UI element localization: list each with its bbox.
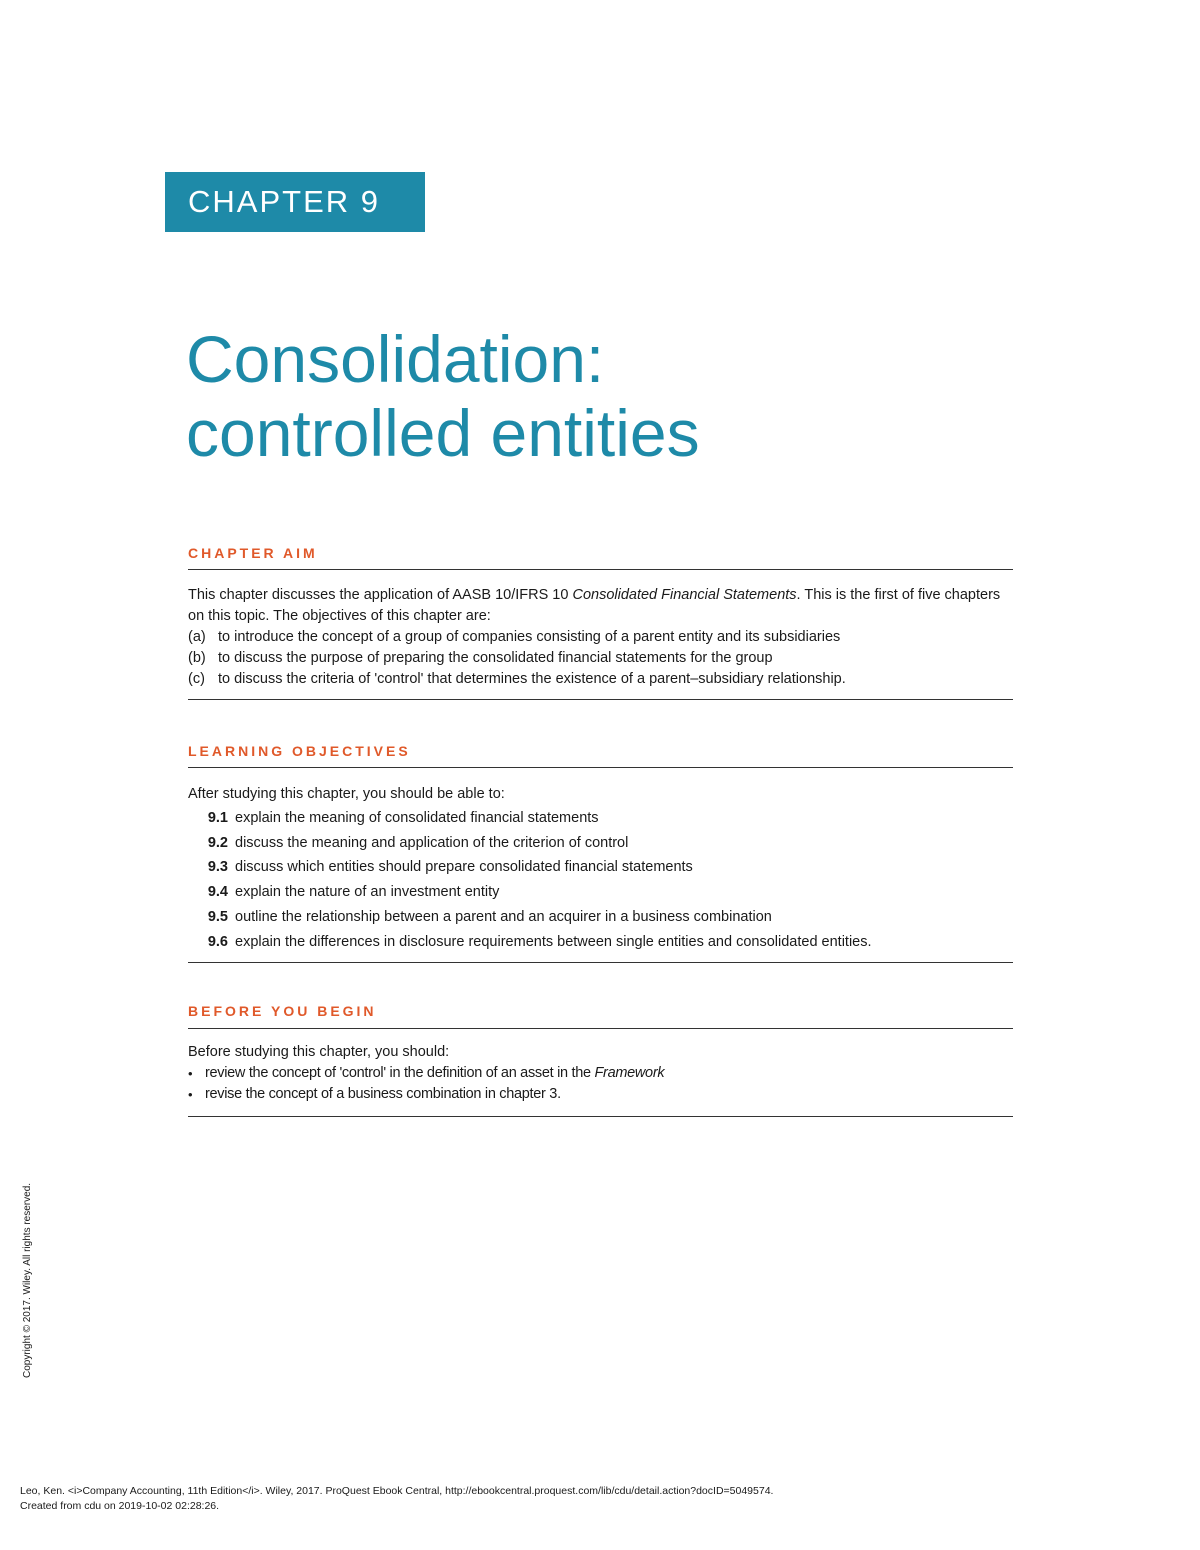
list-item-text-part1: review the concept of 'control' in the definition of an asset in the — [205, 1065, 595, 1081]
chapter-aim-intro-part1: This chapter discusses the application of AASB 10/IFRS 10 — [188, 587, 573, 603]
chapter-aim-section — [188, 544, 1013, 700]
list-item-text: to discuss the purpose of preparing the consolidated financial statements for the group — [218, 650, 773, 666]
footer-citation: Leo, Ken. <i>Company Accounting, 11th Edition</i>. Wiley, 2017. ProQuest Ebook Central, http://ebookcentral.proquest.com/lib/cdu/detail.action?docID=5049574. — [20, 1485, 774, 1497]
list-item-label: (c) — [188, 671, 205, 687]
list-item — [188, 669, 1013, 690]
chapter-aim-heading: CHAPTER AIM — [188, 545, 318, 561]
section-divider — [188, 767, 1013, 768]
objective-item — [188, 905, 1013, 930]
list-item — [188, 1063, 1013, 1084]
objective-number: 9.3 — [207, 859, 228, 876]
section-divider — [188, 569, 1013, 570]
section-divider — [188, 1028, 1013, 1029]
learning-objectives-section — [188, 742, 1013, 963]
objective-item — [188, 831, 1013, 856]
objective-text: discuss which entities should prepare consolidated financial statements — [235, 859, 693, 876]
chapter-title-line-1: Consolidation: — [186, 322, 605, 396]
objective-item — [188, 806, 1013, 831]
side-copyright: Copyright © 2017. Wiley. All rights reserved. — [22, 1182, 33, 1378]
list-item — [188, 1084, 1013, 1105]
list-item — [188, 648, 1013, 669]
objective-number: 9.5 — [207, 908, 228, 925]
section-divider — [188, 699, 1013, 700]
before-you-begin-intro: Before studying this chapter, you should: — [188, 1044, 450, 1060]
list-item-text: revise the concept of a business combination in chapter 3. — [205, 1086, 561, 1102]
learning-objectives-heading: LEARNING OBJECTIVES — [188, 743, 411, 759]
list-item-label: (a) — [188, 629, 206, 645]
objective-number: 9.4 — [207, 884, 228, 901]
objective-item — [188, 855, 1013, 880]
section-divider — [188, 962, 1013, 963]
before-you-begin-heading: BEFORE YOU BEGIN — [188, 1003, 377, 1019]
objective-number: 9.1 — [207, 810, 228, 826]
objective-text: outline the relationship between a parent and an acquirer in a business combination — [235, 908, 772, 925]
chapter-aim-intro — [188, 585, 1013, 627]
objective-text: explain the meaning of consolidated financial statements — [235, 810, 599, 826]
chapter-label — [165, 172, 425, 232]
footer — [20, 1484, 773, 1514]
list-item-label: (b) — [188, 650, 206, 666]
list-item-text: to introduce the concept of a group of companies consisting of a parent entity and its subsidiaries — [218, 629, 841, 645]
objective-text: explain the nature of an investment entity — [235, 884, 500, 901]
objective-number: 9.6 — [207, 933, 228, 950]
chapter-label-text: CHAPTER 9 — [188, 184, 380, 219]
list-item-text: to discuss the criteria of 'control' that determines the existence of a parent–subsidiary relationship. — [218, 671, 846, 687]
chapter-aim-intro-italic: Consolidated Financial Statements — [572, 587, 797, 603]
objective-text: explain the differences in disclosure requirements between single entities and consolidated entities. — [235, 933, 872, 950]
before-you-begin-section — [188, 1002, 1013, 1117]
list-item-text-italic: Framework — [594, 1065, 665, 1081]
footer-created: Created from cdu on 2019-10-02 02:28:26. — [20, 1500, 220, 1512]
bullet-icon: • — [188, 1087, 193, 1102]
chapter-title — [186, 322, 700, 470]
list-item — [188, 627, 1013, 648]
section-divider — [188, 1116, 1013, 1117]
bullet-icon: • — [188, 1066, 193, 1081]
objective-text: discuss the meaning and application of the criterion of control — [235, 834, 629, 851]
objective-item — [188, 930, 1013, 955]
objective-number: 9.2 — [207, 834, 228, 851]
chapter-title-line-2: controlled entities — [186, 396, 700, 470]
chapter-aim-intro-part2: . This is the first of five chapters on this topic. The objectives of this chapter are: — [188, 587, 1001, 624]
learning-objectives-intro: After studying this chapter, you should be able to: — [188, 786, 505, 802]
objective-item — [188, 880, 1013, 905]
list-item-text — [205, 1063, 664, 1084]
